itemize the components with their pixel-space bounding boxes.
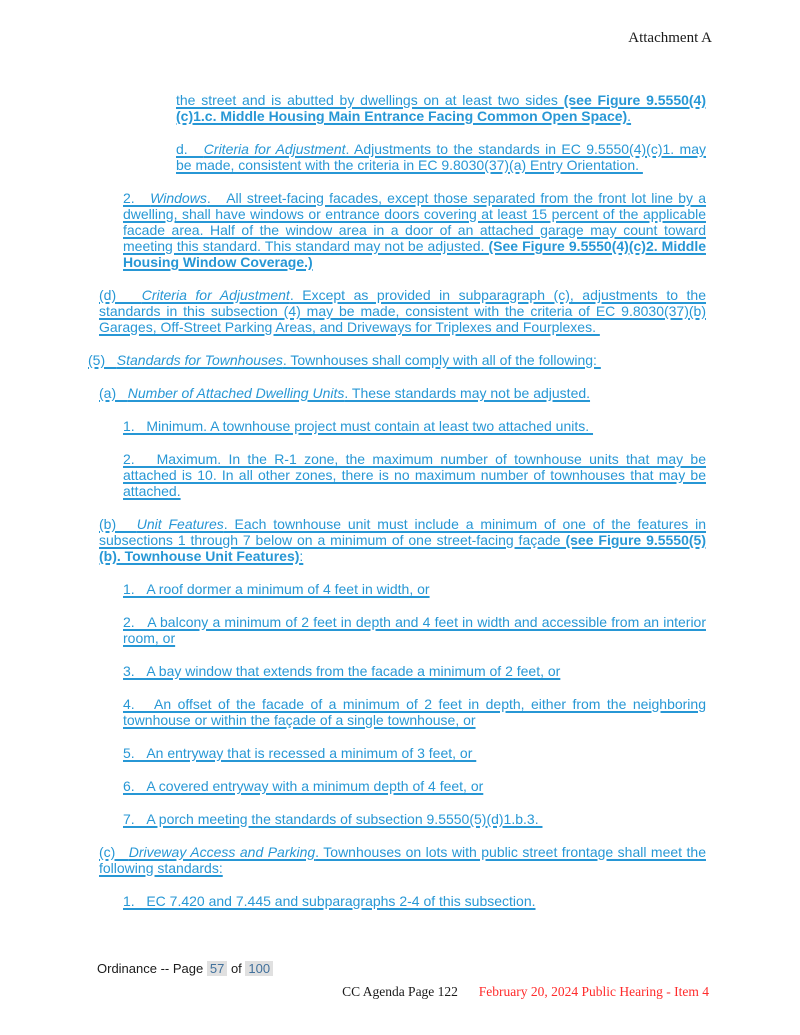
para-number-of-attached-units [99, 385, 706, 401]
document-body [88, 92, 706, 926]
text-run: : [299, 548, 304, 564]
para-maximum-units [123, 451, 706, 499]
text-run: Standards for Townhouses [116, 352, 283, 368]
text-run: . Except as provided in subparagraph (c), adjustments to the standards in this subsection (4) may be made, consistent with the criteria of EC 9.8030(37)(b) Garages, Off-Street Parking Areas, and Driveways for Triplexes and Fourplexes. [99, 287, 707, 335]
text-run: 2. [123, 190, 151, 206]
text-run: (see Figure 9.5550(5)(b). Townhouse Unit Features) [99, 532, 706, 564]
footer-page-indicator [97, 961, 273, 976]
para-feature-porch [123, 811, 706, 827]
para-standards-for-townhouses [88, 352, 706, 368]
text-run: 4. An offset of the facade of a minimum of 2 feet in depth, either from the neighboring townhouse or within the façade of a single townhouse, or [123, 696, 706, 728]
text-run: 1. A roof dormer a minimum of 4 feet in width, or [123, 581, 430, 597]
public-hearing-stamp: February 20, 2024 Public Hearing - Item 4 [478, 984, 709, 999]
footer-agenda-row [0, 984, 800, 1002]
text-run: d. [176, 141, 204, 157]
text-run: . Each townhouse unit must include a minimum of one of the features in subsections 1 through 7 below on a minimum of one street-facing façade [99, 516, 707, 548]
text-run: (a) [99, 385, 128, 401]
text-run: (see Figure 9.5550(4)(c)1.c. Middle Housing Main Entrance Facing Common Open Space) [176, 92, 706, 124]
text-run: Windows [150, 190, 207, 206]
para-minimum-units [123, 418, 706, 434]
text-run: (c) [99, 844, 129, 860]
current-page-number: 57 [207, 961, 227, 976]
text-run: Driveway Access and Parking [128, 844, 316, 860]
ordinance-page-prefix: Ordinance -- Page [97, 961, 204, 976]
text-run: 7. A porch meeting the standards of subsection 9.5550(5)(d)1.b.3. [123, 811, 543, 827]
para-driveway-access-parking [99, 844, 706, 876]
text-run: 1. Minimum. A townhouse project must contain at least two attached units. [123, 418, 594, 434]
text-run: . [627, 108, 632, 124]
text-run: Unit Features [136, 516, 224, 532]
para-feature-balcony [123, 614, 706, 646]
para-feature-bay-window [123, 663, 706, 679]
para-driveway-standard-ec [123, 893, 706, 909]
para-criteria-adjustment-d [176, 141, 706, 173]
para-unit-features [99, 516, 706, 564]
total-page-count: 100 [245, 961, 273, 976]
text-run: . Townhouses on lots with public street frontage shall meet the following standards: [99, 844, 706, 876]
text-run: . Townhouses shall comply with all of the following: [282, 352, 601, 368]
text-run: 6. A covered entryway with a minimum depth of 4 feet, or [123, 778, 484, 794]
text-run: (See Figure 9.5550(4)(c)2. Middle Housing Window Coverage.) [123, 238, 706, 270]
para-windows [123, 190, 706, 270]
attachment-label: Attachment A [628, 30, 712, 46]
text-run: (5) [88, 352, 117, 368]
text-run: 1. EC 7.420 and 7.445 and subparagraphs 2-4 of this subsection. [123, 893, 536, 909]
para-feature-recessed-entryway [123, 745, 706, 761]
agenda-page-label: CC Agenda Page 122 [342, 984, 458, 999]
of-label: of [230, 961, 242, 976]
text-run: (d) [99, 287, 142, 303]
text-run: Number of Attached Dwelling Units [127, 385, 345, 401]
para-feature-facade-offset [123, 696, 706, 728]
text-run: the street and is abutted by dwellings on at least two sides [176, 92, 564, 108]
text-run: 5. An entryway that is recessed a minimum of 3 feet, or [123, 745, 477, 761]
text-run: (b) [99, 516, 137, 532]
text-run: . Adjustments to the standards in EC 9.5550(4)(c)1. may be made, consistent with the criteria in EC 9.8030(37)(a) Entry Orientation. [176, 141, 706, 173]
para-feature-roof-dormer [123, 581, 706, 597]
text-run: 3. A bay window that extends from the facade a minimum of 2 feet, or [123, 663, 561, 679]
text-run: 2. A balcony a minimum of 2 feet in depth and 4 feet in width and accessible from an interior room, or [123, 614, 706, 646]
text-run: Criteria for Adjustment [203, 141, 346, 157]
text-run: Criteria for Adjustment [141, 287, 290, 303]
text-run: . These standards may not be adjusted. [344, 385, 591, 401]
text-run: 2. Maximum. In the R-1 zone, the maximum number of townhouse units that may be attached is 10. In all other zones, there is no maximum number of townhouses that may be attached. [123, 451, 706, 499]
para-criteria-adjustment-subsection-4 [99, 287, 706, 335]
para-entrance-common-open-space [176, 92, 706, 124]
text-run: . All street-facing facades, except those separated from the front lot line by a dwelling, shall have windows or entrance doors covering at least 15 percent of the applicable facade area. Half of the window area in a door of an attached garage may count toward meeting this standard. This standard may not be adjusted. [123, 190, 706, 254]
para-feature-covered-entryway [123, 778, 706, 794]
